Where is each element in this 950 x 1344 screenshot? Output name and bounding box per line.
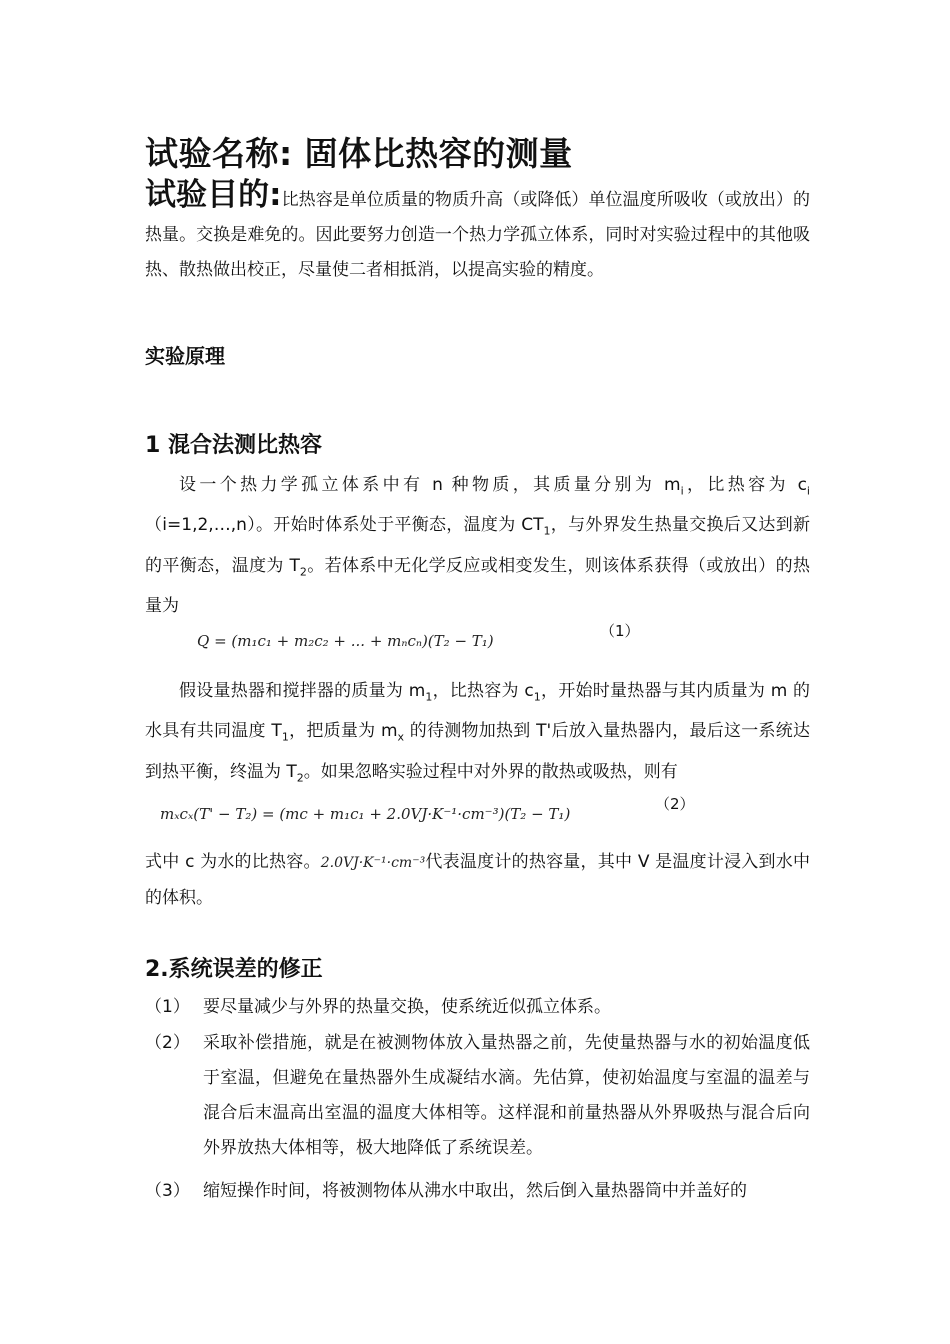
purpose-label: 试验目的:: [145, 177, 282, 213]
purpose-paragraph: [145, 178, 810, 288]
principle-heading: 实验原理: [145, 344, 225, 368]
list-item-2: （2） 采取补偿措施，就是在被测物体放入量热器之前，先使量热器与水的初始温度低于室温，但避免在量热器外生成凝结水滴。先估算，使初始温度与室温的温差与混合后末温高出室温的温度大体相等。这样混和前量热器从外界吸热与混合后向外界放热大体相等，极大地降低了系统误差。: [145, 1033, 810, 1158]
list-item-1: （1） 要尽量减少与外界的热量交换，使系统近似孤立体系。: [145, 997, 611, 1017]
section1-paragraph2: 假设量热器和搅拌器的质量为 $m_1$，比热容为 $c_1$，开始时量热器与其内质量为 m 的水具有共同温度 $T_1$，把质量为 $m_x$ 的待测物加热到 T'后放入量热器内，最后这一系统达到热平衡，终温为 $T_2$。如果忽略实验过程中对外界的散热或吸热，则有: [145, 681, 810, 785]
list-item-3: （3） 缩短操作时间，将被测物体从沸水中取出，然后倒入量热器筒中并盖好的: [145, 1181, 747, 1201]
thermometer-heat-capacity-formula: 2.0VJ·K⁻¹·cm⁻³: [320, 855, 426, 871]
section2-heading: 2.系统误差的修正: [145, 957, 323, 982]
purpose-text: 比热容是单位质量的物质升高（或降低）单位温度所吸收（或放出）的热量。交换是难免的。因此要努力创造一个热力学孤立体系，同时对实验过程中的其他吸热、散热做出校正，尽量使二者相抵消，以提高实验的精度。: [145, 190, 811, 280]
document-title: 试验名称: 固体比热容的测量: [145, 134, 573, 173]
equation-1-number: （1）: [600, 622, 640, 640]
section1-heading: 1 混合法测比热容: [145, 433, 322, 458]
equation-1: Q = (m₁c₁ + m₂c₂ + ... + mₙcₙ)(T₂ − T₁): [197, 632, 494, 650]
section1-paragraph3: 式中 c 为水的比热容。2.0VJ·K⁻¹·cm⁻³代表温度计的热容量，其中 V 是温度计浸入到水中的体积。: [145, 852, 811, 908]
equation-2-number: （2）: [655, 795, 695, 813]
section1-paragraph1: 设一个热力学孤立体系中有 n 种物质，其质量分别为 $m_i$，比热容为 $c_i(i=1,2,\dots,n)$。开始时体系处于平衡态，温度为 $CT_1$，与外界发生热量交换后又达到新的平衡态，温度为 $T_2$。若体系中无化学反应或相变发生，则该体系获得（或放出）的热量为: [145, 475, 811, 617]
equation-2: mₓcₓ(T' − T₂) = (mc + m₁c₁ + 2.0VJ·K⁻¹·cm⁻³)(T₂ − T₁): [160, 805, 571, 823]
